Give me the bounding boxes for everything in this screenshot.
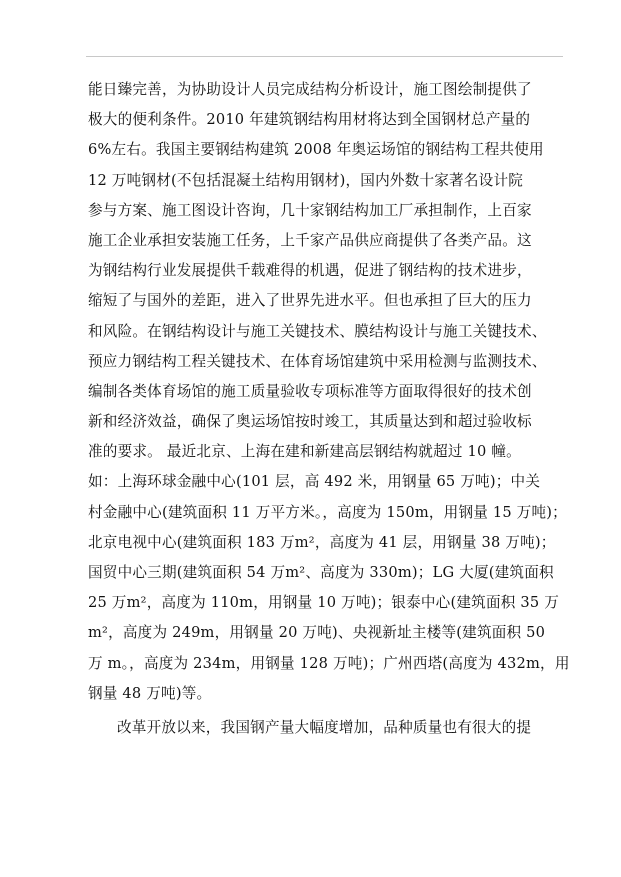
text-line: 预应力钢结构工程关键技术、在体育场馆建筑中采用检测与监测技术、 [88, 352, 547, 370]
text-line: 钢量 48 万吨)等。 [88, 684, 212, 702]
text-line: 准的要求。 最近北京、上海在建和新建高层钢结构就超过 10 幢。 [88, 443, 521, 461]
text-line: 参与方案、施工图设计咨询，几十家钢结构加工厂承担制作，上百家 [88, 201, 532, 219]
text-line: 编制各类体育场馆的施工质量验收专项标准等方面取得很好的技术创 [88, 382, 532, 400]
text-line: m²，高度为 249m，用钢量 20 万吨)、央视新址主楼等(建筑面积 50 [88, 624, 546, 642]
text-line: 25 万m²，高度为 110m，用钢量 10 万吨)；银泰中心(建筑面积 35 万 [88, 594, 559, 612]
text-line: 为钢结构行业发展提供千载难得的机遇，促进了钢结构的技术进步， [88, 262, 532, 280]
text-line: 能日臻完善，为协助设计人员完成结构分析设计，施工图绘制提供了 [88, 81, 532, 98]
text-line: 缩短了与国外的差距，进入了世界先进水平。但也承担了巨大的压力 [88, 292, 532, 310]
text-line: 如：上海环球金融中心(101 层，高 492 米，用钢量 65 万吨)；中关 [88, 473, 541, 491]
text-line: 村金融中心(建筑面积 11 万平方米。，高度为 150m，用钢量 15 万吨)； [88, 503, 567, 521]
text-line: 北京电视中心(建筑面积 183 万m²，高度为 41 层，用钢量 38 万吨)； [88, 533, 556, 551]
text-line: 万 m。，高度为 234m，用钢量 128 万吨)；广州西塔(高度为 432m，用 [88, 654, 570, 672]
text-line: 和风险。在钢结构设计与施工关键技术、膜结构设计与施工关键技术、 [88, 322, 547, 340]
text-line: 12 万吨钢材(不包括混凝土结构用钢材)，国内外数十家著名设计院 [88, 171, 524, 189]
header-rule [86, 56, 563, 57]
text-line: 6%左右。我国主要钢结构建筑 2008 年奥运场馆的钢结构工程共使用 [88, 141, 544, 159]
text-line: 国贸中心三期(建筑面积 54 万m²、高度为 330m)；LG 大厦(建筑面积 [88, 564, 554, 581]
text-line: 新和经济效益，确保了奥运场馆按时竣工，其质量达到和超过验收标 [88, 413, 532, 431]
text-line: 施工企业承担安装施工任务，上千家产品供应商提供了各类产品。这 [88, 231, 532, 249]
text-line: 极大的便利条件。2010 年建筑钢结构用材将达到全国钢材总产量的 [88, 111, 531, 129]
paragraph-start-line: 改革开放以来，我国钢产量大幅度增加，品种质量也有很大的提 [117, 718, 532, 736]
body-text [88, 75, 570, 743]
